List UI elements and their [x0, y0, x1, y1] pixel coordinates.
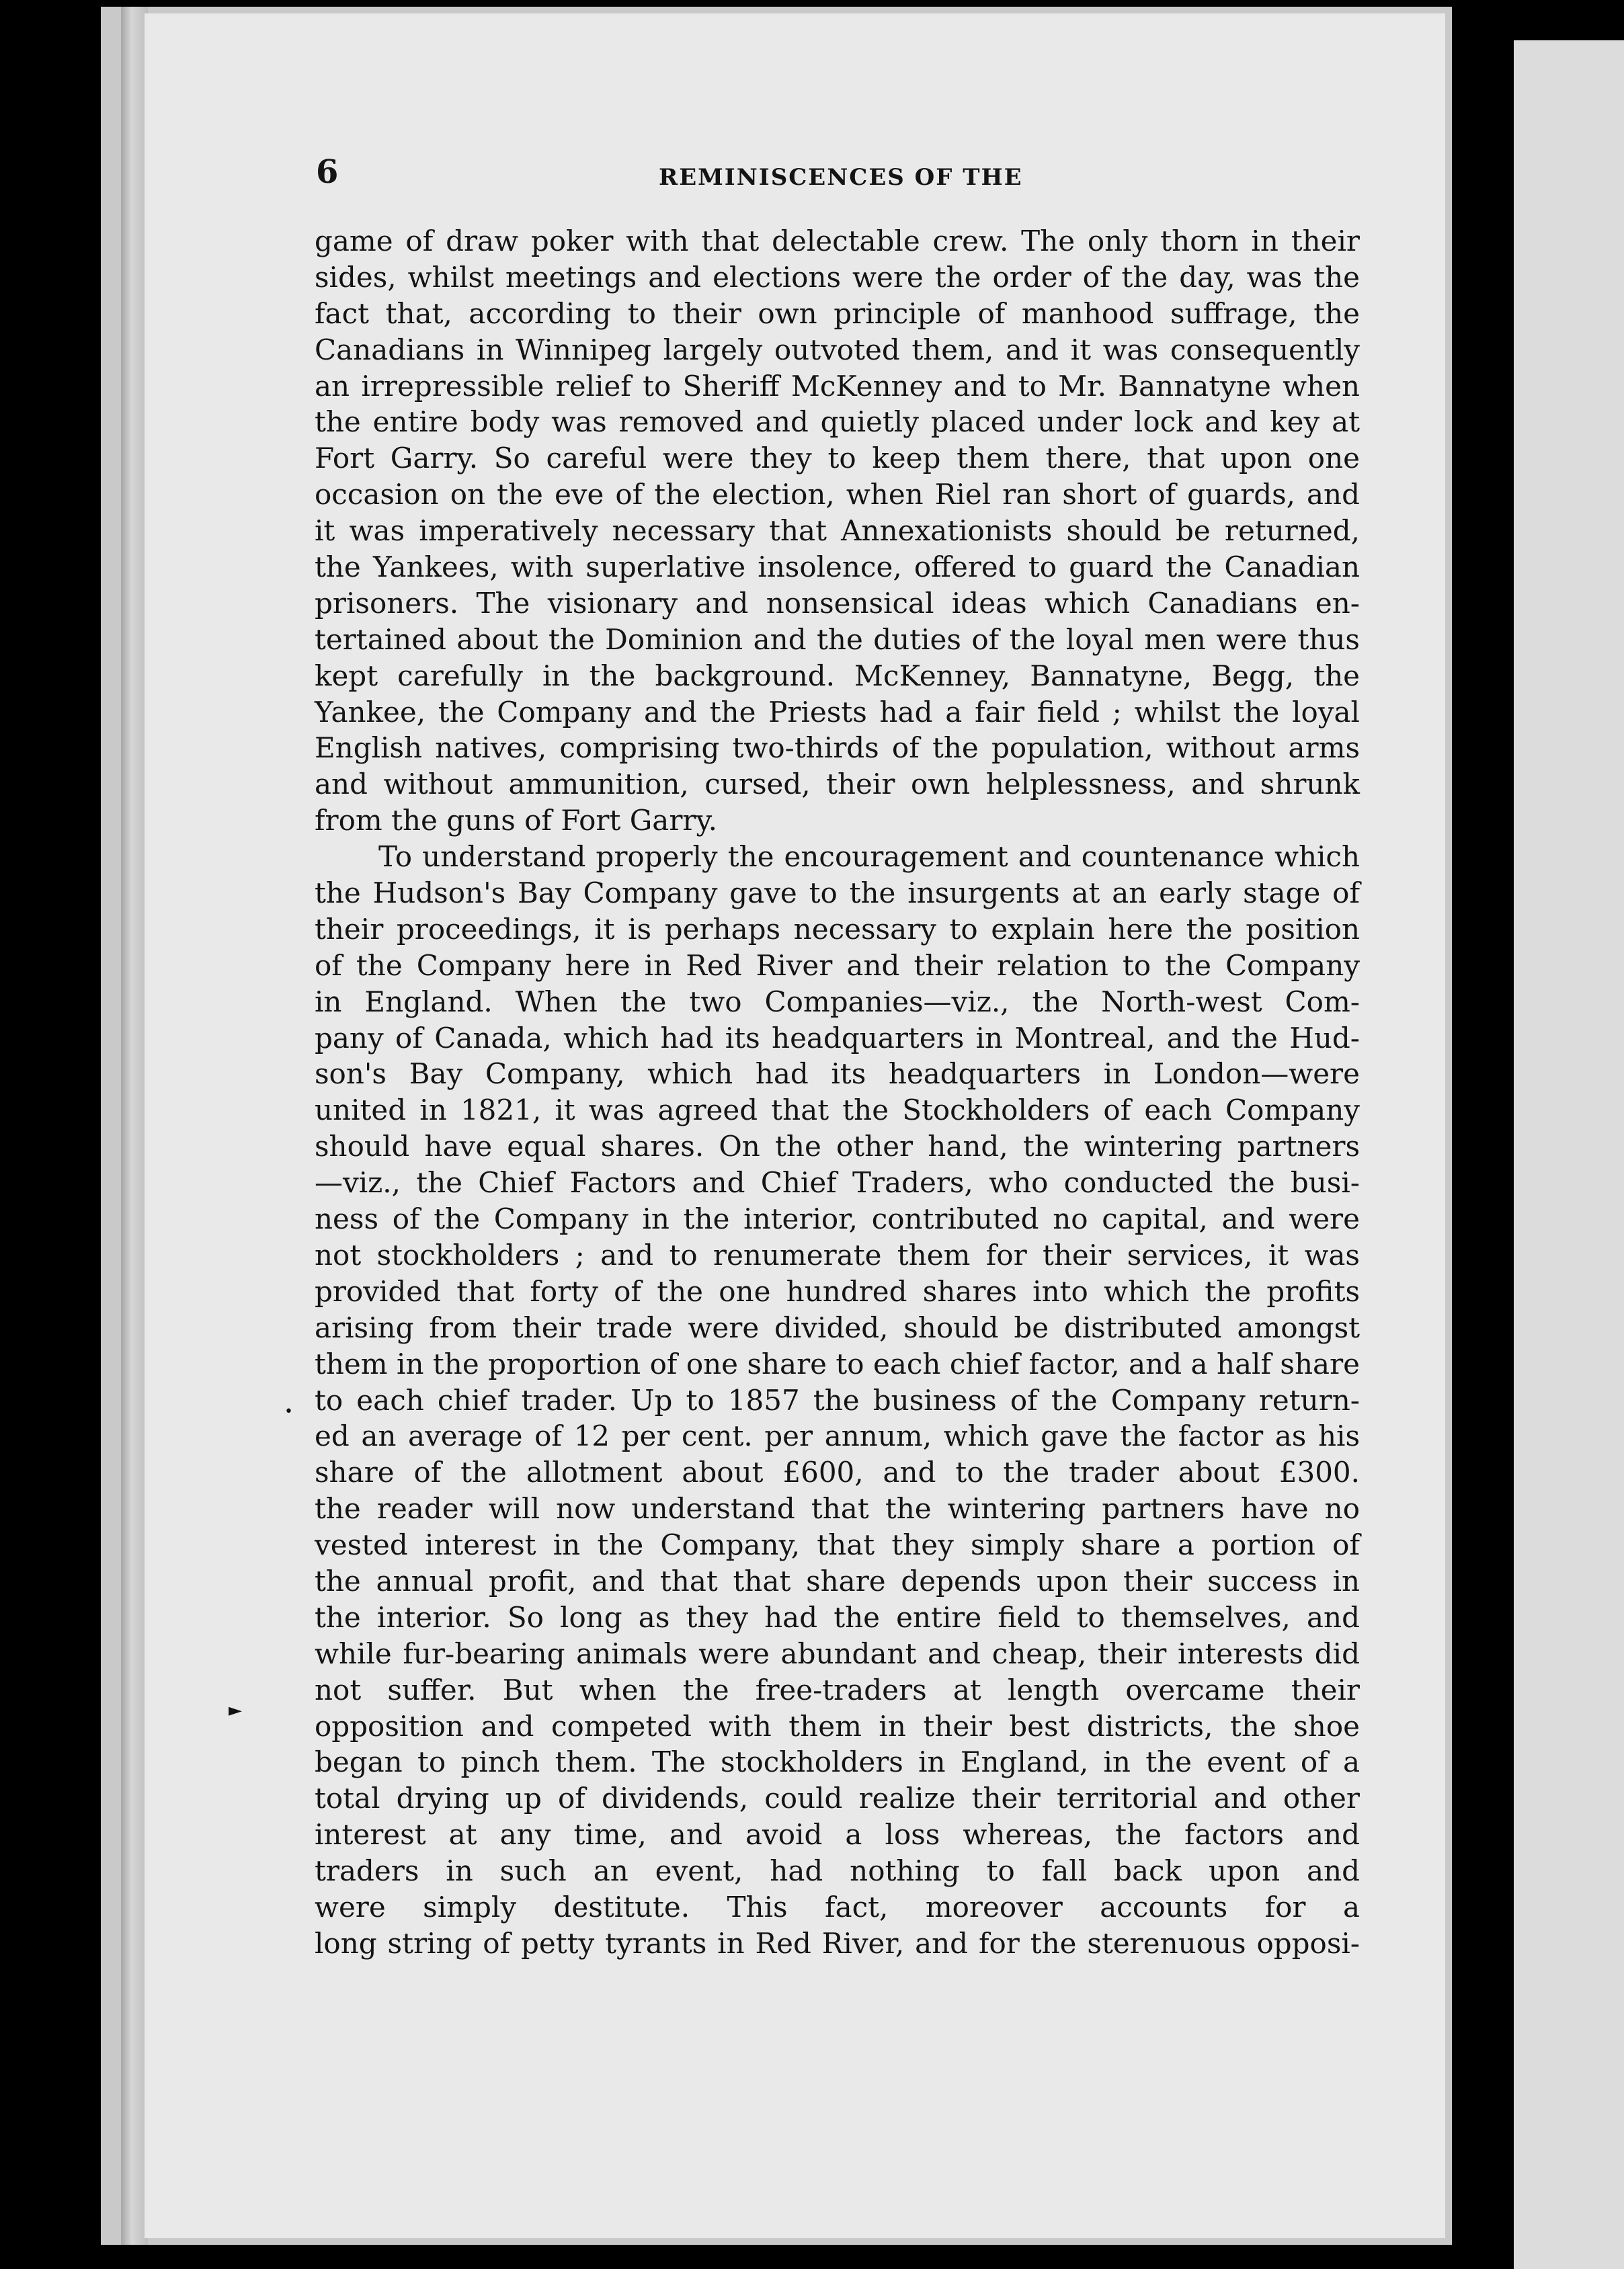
text-line: Fort Garry. So careful were they to keep them there, that upon one — [315, 442, 1360, 475]
text-line: it was imperatively necessary that Annexationists should be returned, — [315, 514, 1360, 548]
text-line: an irrepressible relief to Sheriff McKenney and to Mr. Bannatyne when — [315, 369, 1360, 403]
text-line: ness of the Company in the interior, contributed no capital, and were — [315, 1202, 1360, 1236]
gutter-shadow — [1452, 0, 1514, 2269]
text-line: pany of Canada, which had its headquarters in Montreal, and the Hud- — [315, 1021, 1360, 1055]
text-line: arising from their trade were divided, should be distributed amongst — [315, 1311, 1360, 1344]
text-line: in England. When the two Companies—viz., the North-west Com- — [315, 985, 1360, 1018]
text-line: not suffer. But when the free-traders at length overcame their — [315, 1673, 1360, 1706]
text-line: the Hudson's Bay Company gave to the insurgents at an early stage of — [315, 876, 1360, 910]
text-line: the annual profit, and that that share depends upon their success in — [315, 1564, 1360, 1598]
text-line: interest at any time, and avoid a loss whereas, the factors and — [315, 1818, 1360, 1852]
text-line: —viz., the Chief Factors and Chief Traders, who conducted the busi- — [315, 1166, 1360, 1200]
text-line: their proceedings, it is perhaps necessary to explain here the position — [315, 912, 1360, 946]
text-line: the reader will now understand that the wintering partners have no — [315, 1492, 1360, 1526]
body-text — [315, 223, 1360, 1962]
text-line: prisoners. The visionary and nonsensical ideas which Canadians en- — [315, 586, 1360, 620]
text-line: Canadians in Winnipeg largely outvoted them, and it was consequently — [315, 333, 1360, 366]
text-line: the entire body was removed and quietly placed under lock and key at — [315, 405, 1360, 439]
text-line: the interior. So long as they had the entire field to themselves, and — [315, 1600, 1360, 1634]
paragraph-start-line: To understand properly the encouragement and countenance which — [378, 840, 1360, 874]
text-line: ed an average of 12 per cent. per annum, which gave the factor as his — [315, 1419, 1360, 1453]
text-line: share of the allotment about £600, and to the trader about £300. — [315, 1456, 1360, 1489]
text-line: of the Company here in Red River and their relation to the Company — [315, 948, 1360, 982]
text-line: began to pinch them. The stockholders in England, in the event of a — [315, 1745, 1360, 1779]
text-line: vested interest in the Company, that they simply share a portion of — [315, 1528, 1360, 1562]
paragraph-end-line: from the guns of Fort Garry. — [315, 804, 717, 837]
text-line: English natives, comprising two-thirds of the population, without arms — [315, 731, 1360, 765]
text-line: to each chief trader. Up to 1857 the business of the Company return- — [315, 1383, 1360, 1417]
text-line: united in 1821, it was agreed that the Stockholders of each Company — [315, 1094, 1360, 1127]
text-line: fact that, according to their own principle of manhood suffrage, the — [315, 296, 1360, 330]
text-line: not stockholders ; and to renumerate them for their services, it was — [315, 1238, 1360, 1272]
text-line: while fur-bearing animals were abundant and cheap, their interests did — [315, 1637, 1360, 1670]
page-number: 6 — [316, 153, 339, 191]
text-line: sides, whilst meetings and elections were the order of the day, was the — [315, 260, 1360, 294]
text-line: occasion on the eve of the election, when Riel ran short of guards, and — [315, 478, 1360, 511]
text-line: Yankee, the Company and the Priests had a fair field ; whilst the loyal — [315, 695, 1360, 729]
text-line: were simply destitute. This fact, moreover accounts for a — [315, 1890, 1360, 1924]
text-line: total drying up of dividends, could realize their territorial and other — [315, 1782, 1360, 1815]
text-line: opposition and competed with them in their best districts, the shoe — [315, 1709, 1360, 1743]
text-line: should have equal shares. On the other hand, the wintering partners — [315, 1130, 1360, 1163]
text-line: game of draw poker with that delectable crew. The only thorn in their — [315, 224, 1360, 257]
running-head: REMINISCENCES OF THE — [659, 164, 1023, 191]
text-line: son's Bay Company, which had its headquarters in London—were — [315, 1057, 1360, 1091]
facing-page-edge — [1514, 40, 1624, 2269]
page-stack-edge — [121, 7, 148, 2245]
text-line: tertained about the Dominion and the duties of the loyal men were thus — [315, 622, 1360, 656]
margin-arrow-mark: ► — [229, 1700, 242, 1721]
text-line: and without ammunition, cursed, their own helplessness, and shrunk — [315, 768, 1360, 801]
text-line: them in the proportion of one share to each chief factor, and a half share — [315, 1347, 1360, 1380]
page-header — [316, 153, 1365, 207]
text-line: the Yankees, with superlative insolence, offered to guard the Canadian — [315, 550, 1360, 584]
text-line: provided that forty of the one hundred shares into which the profits — [315, 1274, 1360, 1308]
text-line: kept carefully in the background. McKenney, Bannatyne, Begg, the — [315, 659, 1360, 692]
text-line: long string of petty tyrants in Red River, and for the sterenuous opposi- — [315, 1926, 1360, 1960]
margin-dot-mark: • — [284, 1403, 293, 1420]
text-line: traders in such an event, had nothing to fall back upon and — [315, 1854, 1360, 1888]
